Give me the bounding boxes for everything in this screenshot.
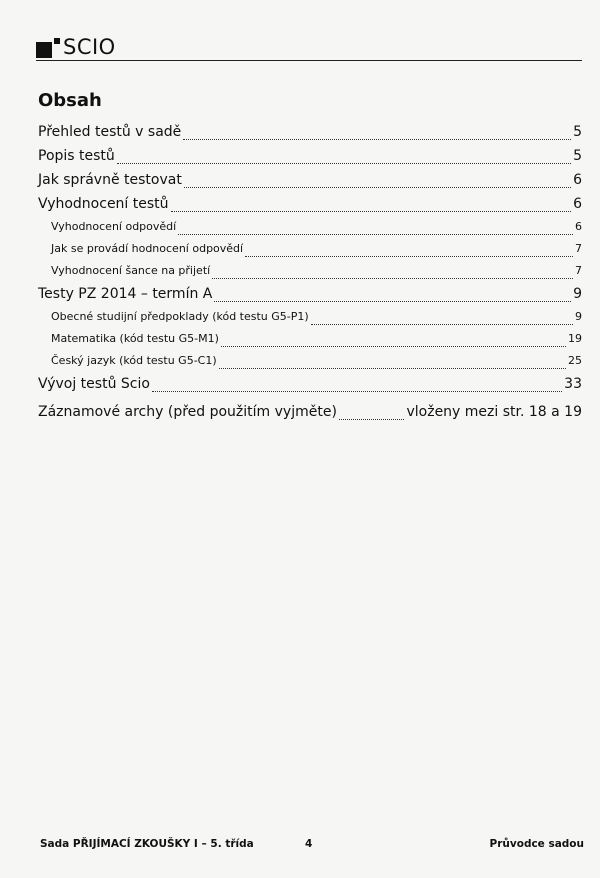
footer-page-number: 4: [305, 838, 313, 850]
toc-entry: [38, 306, 582, 328]
toc-entry-page: 5: [573, 124, 582, 140]
scio-logo: [36, 34, 116, 58]
toc-entry-label: Obecné studijní předpoklady (kód testu G5-P1): [51, 310, 309, 323]
toc-entry: [38, 260, 582, 282]
toc-entry-label: Jak se provádí hodnocení odpovědí: [51, 242, 244, 255]
toc-entry: [38, 144, 582, 168]
toc-entry: [38, 120, 582, 144]
page-title: Obsah: [38, 90, 102, 111]
toc-entry-page: 6: [575, 220, 582, 233]
toc-entry-page: 7: [575, 264, 582, 277]
toc-entry-label: Vyhodnocení odpovědí: [51, 220, 177, 233]
dot-leader: [152, 391, 562, 392]
toc-entry-label: Český jazyk (kód testu G5-C1): [51, 354, 217, 367]
toc-entry-page: 25: [568, 354, 582, 367]
toc-entry-label: Vývoj testů Scio: [38, 376, 150, 392]
toc-entry-page: 9: [573, 286, 582, 302]
toc-entry: [38, 328, 582, 350]
dot-leader: [212, 278, 573, 279]
toc-entry: [38, 168, 582, 192]
table-of-contents: [38, 120, 582, 396]
toc-entry: [38, 282, 582, 306]
toc-entry-page: 7: [575, 242, 582, 255]
toc-entry-page: 9: [575, 310, 582, 323]
dot-leader: [219, 368, 566, 369]
toc-entry-label: Testy PZ 2014 – termín A: [38, 286, 213, 302]
dot-leader: [184, 187, 571, 188]
dot-leader: [171, 211, 572, 212]
dot-leader: [183, 139, 571, 140]
dot-leader: [339, 419, 405, 420]
toc-entry-label: Popis testů: [38, 148, 115, 164]
footer-section: Průvodce sadou: [489, 838, 584, 850]
dot-leader: [117, 163, 571, 164]
scio-logo-icon: [36, 36, 62, 58]
toc-entry: [38, 238, 582, 260]
dot-leader: [214, 301, 571, 302]
toc-entry-page: 6: [573, 196, 582, 212]
toc-entry-label: Matematika (kód testu G5-M1): [51, 332, 219, 345]
toc-entry-page: 6: [573, 172, 582, 188]
dot-leader: [311, 324, 573, 325]
toc-entry-label: Vyhodnocení šance na přijetí: [51, 264, 211, 277]
toc-entry-label: Jak správně testovat: [38, 172, 182, 188]
footer-title: Sada PŘIJÍMACÍ ZKOUŠKY I – 5. třída: [40, 838, 254, 850]
toc-entry-label: Vyhodnocení testů: [38, 196, 169, 212]
page-header: [36, 34, 582, 61]
toc-entry-page: 33: [564, 376, 582, 392]
toc-entry-label: Přehled testů v sadě: [38, 124, 182, 140]
toc-entry-label: Záznamové archy (před použitím vyjměte): [38, 404, 337, 420]
logo-text: SCIO: [63, 35, 116, 59]
toc-entry-page: vloženy mezi str. 18 a 19: [406, 404, 582, 420]
dot-leader: [221, 346, 566, 347]
toc-entry: [38, 350, 582, 372]
toc-entry-page: 5: [573, 148, 582, 164]
toc-entry: [38, 216, 582, 238]
toc-entry: [38, 372, 582, 396]
dot-leader: [178, 234, 573, 235]
page-footer: [40, 838, 584, 856]
toc-entry-answer-sheets: [38, 400, 582, 424]
dot-leader: [245, 256, 573, 257]
toc-entry-page: 19: [568, 332, 582, 345]
toc-entry: [38, 192, 582, 216]
